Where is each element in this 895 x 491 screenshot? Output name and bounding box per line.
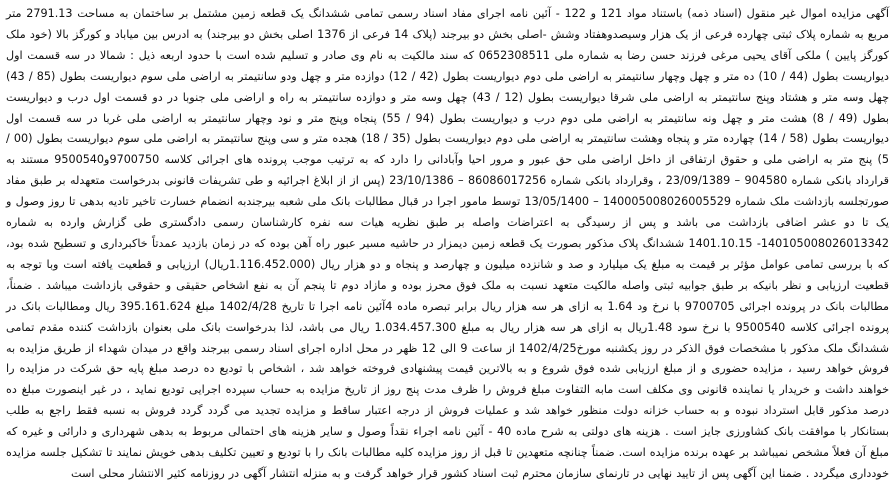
auction-notice-text: آگهی مزایده اموال غیر منقول (اسناد ذمه) باستناد مواد 121 و 122 - آئین نامه اجرای مفاد اسناد رسمی تمامی ششدانگ یک قطعه زمین مشتمل بر ساختمان به مساحت 2791.13 متر مربع به شماره پلاک ثبتی چهارده فرعی از یک هزار وسیصدوهفتاد وشش -اصلی بخش دو بیرجند (پلاک 14 فرعی از 1376 اصلی بخش دو بیرجند) به ادرس بین میاباد و کورگز بالا (خود ملک کورگز پایین ) ملکی آقای یحیی مرغی فرزند حسن رضا به شماره ملی 0652308511 که سند مالکیت به نام وی صادر و تسلیم شده است با حدود اربعه ذیل : شمالا در سه قسمت اول دیواریست بطول (44 / 10) ده متر و چهل وچهار سانتیمتر به اراضی ملی دوم دیواریست بطول (42 / 12) دوازده متر و چهل ودو سانتیمتر به اراضی ملی سوم دیواریست بطول (85 / 43) چهل وسه متر و هشتاد وپنج سانتیمتر به اراضی ملی شرقا دیواریست بطول (12 / 43) چهل وسه متر و دوازده سانتیمتر به راه و اراضی ملی جنوبا در دو قسمت اول درب و دیواریست بطول (49 / 8) هشت متر و چهل ونه سانتیمتر به اراضی ملی دوم درب و دیواریست بطول (94 / 55) پنجاه وپنج متر و نود وچهار سانتیمتر به اراضی ملی غربا در سه قسمت اول دیواریست بطول (58 / 14) چهارده متر و پنجاه وهشت سانتیمتر به اراضی ملی دوم دیواریست بطول (35 / 18) هجده متر و سی وپنج سانتیمتر به اراضی ملی سوم دیواریست بطول (00 / 5) پنج متر به اراضی ملی و حقوق ارتفاقی از داخل اراضی ملی حق عبور و مرور احیا وآبادانی را دارد که به ترتیب موجب پرونده های اجرائی کلاسه 9700750و9500540 مستند به قرارداد بانکی شماره 904580 – 23/09/1389 ، وقرارداد بانکی شماره 86086017256 – 23/10/1386 (پس از از ابلاغ اجرائیه و طی تشریفات قانونی بدرخواست متعهدله بر طبق مفاد صورتجلسه بازداشت ملک شماره 140005008026005529 – 13/05/1400 توسط مامور اجرا در قبال مطالبات بانک ملی شعبه بیرجندبه انضمام خسارت تاخیر تادیه بدهی تا روز وصول و یک تا دو عشر اضافی بازداشت می باشد و پس از رسیدگی به اعتراضات واصله بر طبق نظریه هیات سه نفره کارشناسان رسمی دادگستری طی گزارش وارده به شماره 140105008026013342- 1401.10.15 ششدانگ پلاک مذکور بصورت یک قطعه زمین دیمزار در حاشیه مسیر عبور راه آهن بوده که در زمان بازدید عمدتاً خاکبرداری و تسطیح شده بود، که با بررسی تمامی عوامل مؤثر بر قیمت به مبلغ یک میلیارد و صد و شانزده میلیون و چهارصد و پنجاه و دو هزار ریال (1.116.452.000ریال) ارزیابی و قطعیت یافته است وبا توجه به قطعیت ارزیابی و نظر بانیکه بر طبق جوابیه ثبتی واصله مالکیت متعهد نسبت به ملک فوق محرز بوده و مازاد دوم تا پنجم آن به نفع اشخاص حقیقی و حقوقی بازداشت میباشد . ضمناً، مطالبات بانک در پرونده اجرائی 9700705 با نرخ ود 1.64 به ازای هر سه هزار ریال برابر تبصره ماده 4آئین نامه اجرا تا تاریخ 1402/4/28 مبلغ 395.161.624 ریال ومطالبات بانک در پرونده اجرائی کلاسه 9500540 با نرخ سود 1.48ریال به ازای هر سه هزار ریال به مبلغ 1.034.457.300 ریال می باشد، لذا بدرخواست بانک ملی بعنوان بازداشت کننده مقدم تمامی ششدانگ ملک مذکور با مشخصات فوق الذکر در روز یکشنبه مورخ1402/4/25 از ساعت 9 الی 12 ظهر در محل اداره اجرای اسناد رسمی بیرجند واقع در میدان شهداء از طریق مزایده به فروش خواهد رسید ، مزایده حضوری و از مبلغ ارزیابی شده فوق شروع و به بالاترین قیمت پیشنهادی فروخته خواهد شد ، اشخاص با تودیع ده درصد مبلغ پایه حق شرکت در مزایده را خواهند داشت و خریدار یا نماینده قانونی وی مکلف است مابه التفاوت مبلغ فروش را ظرف مدت پنج روز از تاریخ مزایده به حساب سپرده اجرایی تودیع نماید ، در غیر اینصورت مبلغ ده درصد مذکور قابل استرداد نبوده و به حساب خزانه دولت منظور خواهد شد و عملیات فروش از درجه اعتبار ساقط و مزایده تجدید می گردد گردد فروش به نسبه فقط راجع به طلب بستانکار با موافقت بانک کشاورزی جایز است . هزینه های دولتی به شرح ماده 40 - آئین نامه اجراء نقداً وصول و سایر هزینه های احتمالی مربوط به بدهی شهرداری و دارائی و غیره که مبلغ آن فعلاً مشخص نمیباشد بر عهده برنده مزایده است. ضمناً چنانچه متعهدین تا قبل از روز مزایده کلیه مطالبات بانک را با تودیع و تعیین تکلیف بدهی خویش نمایند تا تشکیل جلسه مزایده خودداری میگردد . ضمنا این آگهی پس از تایید نهایی در تارنمای سازمان محترم ثبت اسناد کشور قرار خواهد گرفت و به منزله انتشار آگهی در روزنامه کثیر الانتشار محلی است <box>6 7 890 480</box>
